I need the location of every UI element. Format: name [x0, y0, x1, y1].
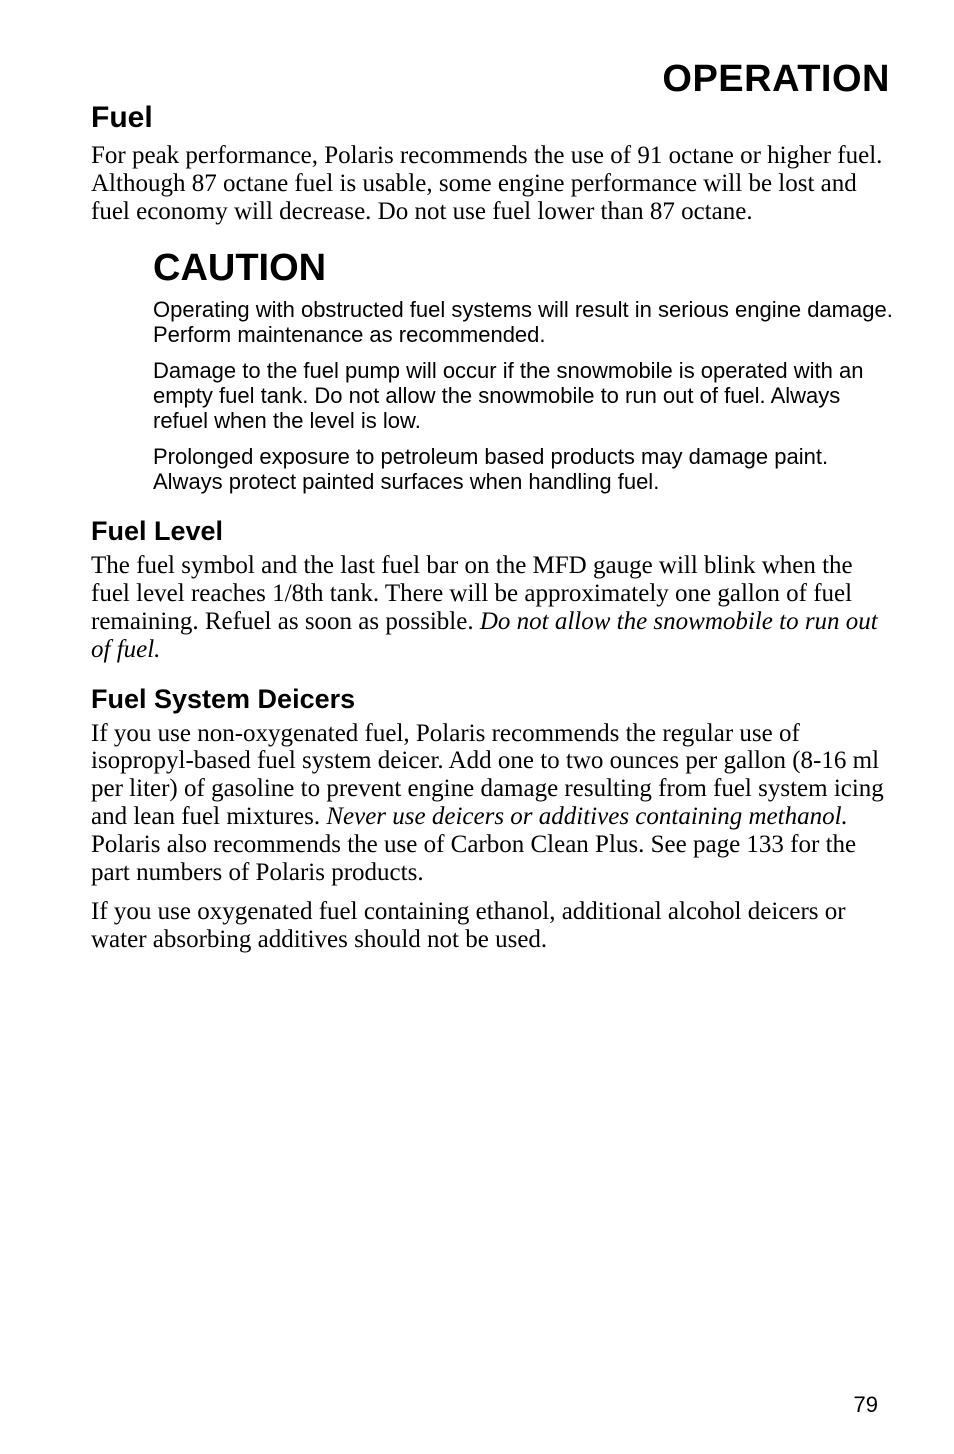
fuel-heading: Fuel	[91, 101, 153, 134]
caution-title: CAUTION	[153, 247, 327, 290]
fuel-level-heading: Fuel Level	[91, 516, 224, 547]
fuel-paragraph: For peak performance, Polaris recommends the use of 91 octane or higher fuel. Although 87 octane fuel is usable, some engine performance will be lost and fuel economy will decrease. Do not use fuel lower than 87 octane.	[91, 142, 883, 225]
deicers-emphasis: Never use deicers or additives containing methanol.	[326, 802, 848, 830]
deicers-text-start: If you use non-oxygenated fuel, Polaris recommends the regular use of isopropyl-based fuel system deicer. Add one to two ounces per gallon (8-16 ml per liter) of gasoline to prevent engine damage resulting from fuel system icing and lean fuel mixtures.	[91, 719, 884, 830]
deicers-paragraph-2: If you use oxygenated fuel containing ethanol, additional alcohol deicers or water absorbing additives should not be used.	[91, 898, 846, 954]
page-number: 79	[853, 1392, 878, 1417]
deicers-heading: Fuel System Deicers	[91, 683, 356, 714]
caution-item: Prolonged exposure to petroleum based products may damage paint. Always protect painted surfaces when handling fuel.	[153, 444, 829, 495]
fuel-level-text: The fuel symbol and the last fuel bar on the MFD gauge will blink when the fuel level reaches 1/8th tank. There will be approximately one gallon of fuel remaining. Refuel as soon as possible.	[91, 552, 853, 635]
caution-block	[153, 245, 893, 494]
fuel-level-emphasis: Do not allow the snowmobile to run out of fuel.	[91, 607, 878, 663]
deicers-paragraph-1	[91, 720, 891, 887]
caution-item: Operating with obstructed fuel systems will result in serious engine damage. Perform maintenance as recommended.	[153, 297, 893, 348]
deicers-text-end: Polaris also recommends the use of Carbon Clean Plus. See page 133 for the part numbers of Polaris products.	[91, 830, 857, 886]
caution-item: Damage to the fuel pump will occur if the snowmobile is operated with an empty fuel tank. Do not allow the snowmobile to run out of fuel. Always refuel when the level is low.	[153, 358, 864, 434]
page-content	[91, 98, 891, 954]
section-header: OPERATION	[662, 58, 890, 100]
fuel-level-paragraph	[91, 552, 891, 663]
